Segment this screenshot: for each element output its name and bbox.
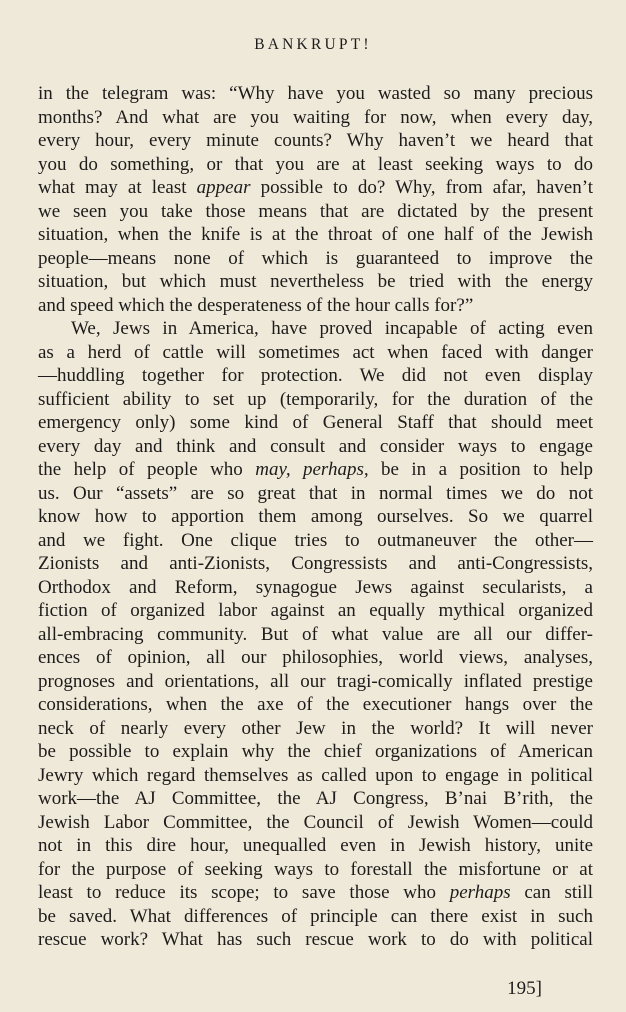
text-line bbox=[38, 435, 593, 459]
text-run: all-embracing community. But of what value are all our differ- bbox=[38, 623, 593, 645]
text-line bbox=[38, 599, 593, 623]
text-run: emergency only) some kind of General Staff that should meet bbox=[38, 412, 593, 433]
text-run: be in a position to help bbox=[368, 459, 593, 480]
text-line bbox=[38, 341, 593, 365]
text-line bbox=[38, 928, 593, 952]
text-line bbox=[38, 811, 593, 835]
text-run: we seen you take those means that are dictated by the present bbox=[38, 200, 593, 222]
text-line bbox=[38, 646, 593, 670]
text-run: every hour, every minute counts? Why haven’t we heard that bbox=[38, 130, 593, 151]
text-line bbox=[38, 670, 593, 694]
text-line bbox=[38, 388, 593, 412]
text-run: can still bbox=[510, 882, 593, 903]
text-run: Orthodox and Reform, synagogue Jews against secularists, a bbox=[38, 576, 593, 598]
text-run: for the purpose of seeking ways to forestall the misfortune or at bbox=[38, 858, 593, 880]
text-line bbox=[38, 411, 593, 435]
text-run: Zionists and anti-Zionists, Congressists and anti-Congressists, bbox=[38, 553, 593, 574]
text-run: rescue work? What has such rescue work to do with political bbox=[38, 929, 593, 950]
text-line bbox=[38, 881, 593, 905]
text-run: situation, but which must nevertheless be tried with the energy bbox=[38, 271, 593, 292]
text-run: possible to do? Why, from afar, haven’t bbox=[250, 177, 593, 198]
text-line bbox=[38, 740, 593, 764]
text-run: months? And what are you waiting for now, when every day, bbox=[38, 106, 593, 128]
text-line bbox=[38, 905, 593, 929]
page-number: 195] bbox=[507, 978, 542, 999]
text-run: be saved. What differences of principle can there exist in such bbox=[38, 905, 593, 927]
text-run: every day and think and consult and consider ways to engage bbox=[38, 435, 593, 457]
text-run: sufficient ability to set up (temporarily, for the duration of the bbox=[38, 388, 593, 410]
text-run: Jewry which regard themselves as called upon to engage in political bbox=[38, 764, 593, 786]
text-run: in the telegram was: “Why have you wasted so many precious bbox=[38, 83, 593, 104]
text-run: work—the AJ Committee, the AJ Congress, B’nai B’rith, the bbox=[38, 788, 593, 809]
text-line bbox=[38, 223, 593, 247]
text-line bbox=[38, 247, 593, 271]
text-run: be possible to explain why the chief organizations of American bbox=[38, 741, 593, 762]
text-run: Jewish Labor Committee, the Council of Jewish Women—could bbox=[38, 811, 593, 833]
body-text bbox=[38, 82, 593, 952]
text-run: situation, when the knife is at the throat of one half of the Jewish bbox=[38, 224, 593, 245]
text-line bbox=[38, 106, 593, 130]
text-run: us. Our “assets” are so great that in normal times we do not bbox=[38, 482, 593, 504]
italic-run: appear bbox=[196, 177, 251, 198]
running-head: BANKRUPT! bbox=[254, 36, 372, 53]
text-run: considerations, when the axe of the executioner hangs over the bbox=[38, 694, 593, 715]
text-line bbox=[38, 82, 593, 106]
text-run: —huddling together for protection. We did not even display bbox=[38, 365, 593, 386]
text-run: fiction of organized labor against an equally mythical organized bbox=[38, 600, 593, 621]
text-line bbox=[38, 482, 593, 506]
text-run: what may at least bbox=[38, 177, 197, 198]
text-line bbox=[38, 458, 593, 482]
text-run: ences of opinion, all our philosophies, world views, analyses, bbox=[38, 647, 593, 668]
text-run: least to reduce its scope; to save those who bbox=[38, 882, 450, 903]
text-line bbox=[38, 623, 593, 647]
text-line bbox=[38, 364, 593, 388]
text-line bbox=[38, 764, 593, 788]
text-line bbox=[38, 576, 593, 600]
text-line bbox=[38, 294, 593, 318]
text-line bbox=[38, 317, 593, 341]
text-run: and we fight. One clique tries to outmaneuver the other— bbox=[38, 529, 593, 551]
text-run: and speed which the desperateness of the hour calls for?” bbox=[38, 294, 474, 316]
text-run: prognoses and orientations, all our tragi-comically inflated prestige bbox=[38, 670, 593, 692]
text-run: know how to apportion them among ourselves. So we quarrel bbox=[38, 506, 593, 527]
text-line bbox=[38, 505, 593, 529]
text-line bbox=[38, 693, 593, 717]
text-run: as a herd of cattle will sometimes act when faced with danger bbox=[38, 341, 593, 363]
text-line bbox=[38, 529, 593, 553]
text-line bbox=[38, 270, 593, 294]
text-line bbox=[38, 200, 593, 224]
text-line bbox=[38, 176, 593, 200]
text-line bbox=[38, 129, 593, 153]
italic-run: may, perhaps, bbox=[255, 459, 369, 480]
text-line bbox=[38, 787, 593, 811]
text-run: We, Jews in America, have proved incapable of acting even bbox=[71, 318, 593, 339]
text-line bbox=[38, 552, 593, 576]
text-run: the help of people who bbox=[38, 459, 256, 480]
text-line bbox=[38, 153, 593, 177]
text-line bbox=[38, 858, 593, 882]
italic-run: perhaps bbox=[449, 882, 511, 903]
text-line bbox=[38, 717, 593, 741]
text-run: not in this dire hour, unequalled even in Jewish history, unite bbox=[38, 835, 593, 856]
text-run: neck of nearly every other Jew in the world? It will never bbox=[38, 717, 593, 739]
text-run: people—means none of which is guaranteed to improve the bbox=[38, 247, 593, 269]
text-line bbox=[38, 834, 593, 858]
text-run: you do something, or that you are at least seeking ways to do bbox=[38, 153, 593, 175]
